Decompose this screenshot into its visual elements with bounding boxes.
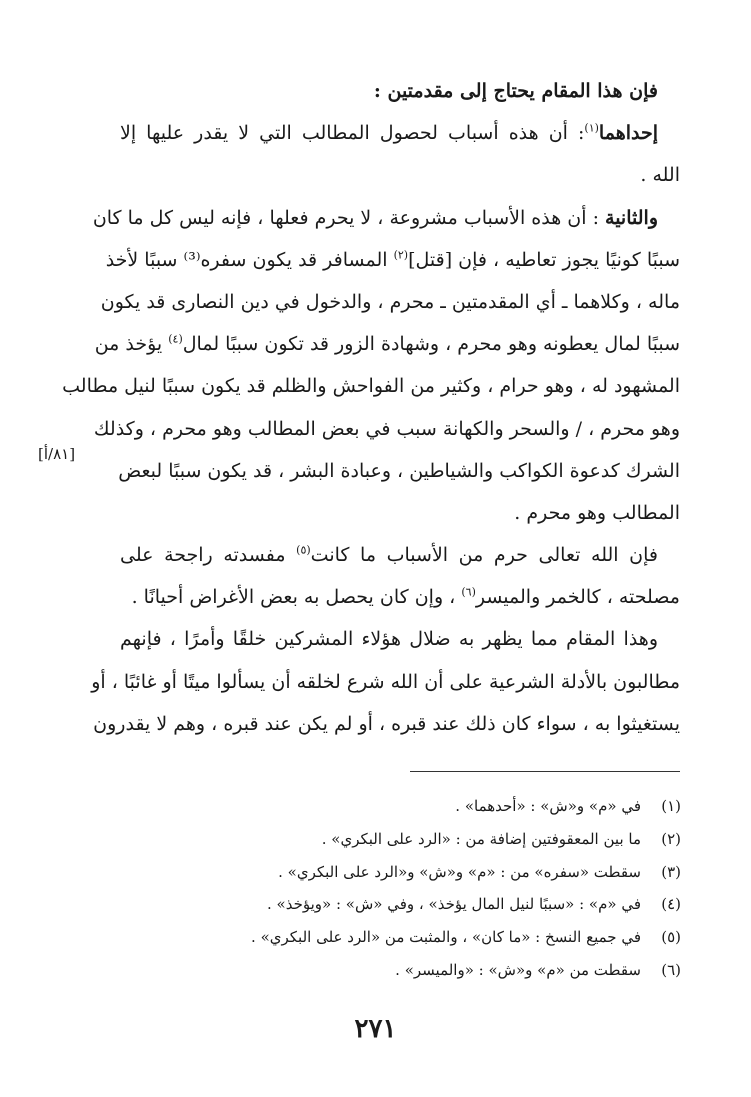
text-line-12 <box>120 534 680 576</box>
footnote-text: في «م» و«ش» : «أحدهما» . <box>455 797 641 815</box>
text-line-7 <box>94 323 680 365</box>
footnote-text: في جميع النسخ : «ما كان» ، والمثبت من «الرد على البكري» . <box>251 928 641 947</box>
line-13-text-after: ، وإن كان يحصل به بعض الأغراض أحيانًا . <box>131 586 462 609</box>
footnote-2 <box>121 823 681 856</box>
footnote-number: (٤) <box>661 895 681 914</box>
line-7-text-after: يؤخذ من <box>94 333 169 356</box>
line-13-text: مصلحته ، كالخمر والميسر <box>475 586 680 609</box>
footnotes <box>121 790 681 987</box>
line-3-text: الله . <box>640 164 680 187</box>
line-11-text: المطالب وهو محرم . <box>514 501 680 524</box>
text-line-3 <box>120 154 680 196</box>
line-16-text: يستغيثوا به ، سواء كان ذلك عند قبره ، أو لم يكن عند قبره ، وهم لا يقدرون <box>93 712 680 735</box>
text-line-9 <box>93 408 680 450</box>
text-line-6 <box>100 281 680 323</box>
footnote-number: (١) <box>661 797 681 815</box>
line-6-text: ماله ، وكلاهما ـ أي المقدمتين ـ محرم ، والدخول في دين النصارى قد يكون <box>100 290 680 313</box>
line-5-text: سببًا كونيًا يجوز تعاطيه ، فإن [قتل] <box>408 248 680 271</box>
text-line-2 <box>120 112 680 154</box>
footnote-number: (٦) <box>661 960 681 979</box>
text-line-16 <box>93 703 680 745</box>
text-line-11 <box>120 492 680 534</box>
footnote-6 <box>121 954 681 987</box>
text-line-4 <box>92 197 680 239</box>
footnote-number: (٥) <box>661 928 681 947</box>
footnote-number: (٢) <box>661 829 681 848</box>
line-2-lead: إحداهما <box>598 122 658 145</box>
footnote-ref-2[interactable]: (٢) <box>393 248 409 262</box>
text-line-15 <box>91 661 680 703</box>
footnote-ref-4[interactable]: (٤) <box>168 332 183 346</box>
text-line-13 <box>120 576 680 618</box>
line-10-text: الشرك كدعوة الكواكب والشياطين ، وعبادة البشر ، قد يكون سببًا لبعض <box>118 459 680 482</box>
footnote-ref-5[interactable]: (٥) <box>296 543 311 557</box>
footnote-1 <box>121 790 681 823</box>
text-line-10 <box>120 450 680 492</box>
line-1-lead: فإن هذا المقام يحتاج إلى مقدمتين : <box>373 80 658 102</box>
footnote-4 <box>121 888 681 921</box>
line-4-text: : أن هذه الأسباب مشروعة ، لا يحرم فعلها ، فإنه ليس كل ما كان <box>92 206 606 229</box>
line-7-text: سببًا لمال يعطونه وهو محرم ، وشهادة الزور قد تكون سببًا لمال <box>182 333 680 356</box>
line-8-text: المشهود له ، وهو حرام ، وكثير من الفواحش والظلم قد يكون سببًا لنيل مطالب <box>62 375 680 398</box>
folio-margin-note: [٨١/أ] <box>38 445 76 463</box>
text-line-5 <box>105 239 680 281</box>
line-14-text: وهذا المقام مما يظهر به ضلال هؤلاء المشركين خلقًا وأمرًا ، فإنهم <box>120 628 658 651</box>
line-9-text: وهو محرم ، / والسحر والكهانة سبب في بعض المطالب وهو محرم ، وكذلك <box>93 417 680 440</box>
footnote-ref-1[interactable]: (١) <box>584 121 599 135</box>
line-5-text-after: المسافر قد يكون سفره⁽³⁾ سببًا لأخذ <box>105 248 394 271</box>
page-number: ٢٧١ <box>354 1014 397 1044</box>
footnote-text: سقطت من «م» و«ش» : «والميسر» . <box>395 960 641 979</box>
footnote-3 <box>121 856 681 889</box>
line-2-text: : أن هذه أسباب لحصول المطالب التي لا يقدر عليها إلا <box>120 122 585 145</box>
footnote-text: سقطت «سفره» من : «م» و«ش» و«الرد على البكري» . <box>278 862 641 881</box>
line-15-text: مطالبون بالأدلة الشرعية على أن الله شرع لخلقه أن يسألوا ميتًا أو غائبًا ، أو <box>91 670 680 693</box>
footnote-text: في «م» : «سببًا لنيل المال يؤخذ» ، وفي «ش» : «ويؤخذ» . <box>267 895 641 914</box>
main-text <box>62 70 680 745</box>
text-line-1 <box>120 70 680 112</box>
footnote-5 <box>121 921 681 954</box>
line-12-text: فإن الله تعالى حرم من الأسباب ما كانت <box>310 544 658 567</box>
text-line-14 <box>120 618 680 660</box>
footnote-number: (٣) <box>661 862 681 881</box>
footnote-divider <box>410 771 680 772</box>
footnote-ref-6[interactable]: (٦) <box>461 585 476 599</box>
footnote-text: ما بين المعقوفتين إضافة من : «الرد على البكري» . <box>321 829 641 848</box>
line-4-lead: والثانية <box>605 206 658 229</box>
line-12-text-after: مفسدته راجحة على <box>120 544 297 567</box>
text-line-8 <box>62 365 680 407</box>
